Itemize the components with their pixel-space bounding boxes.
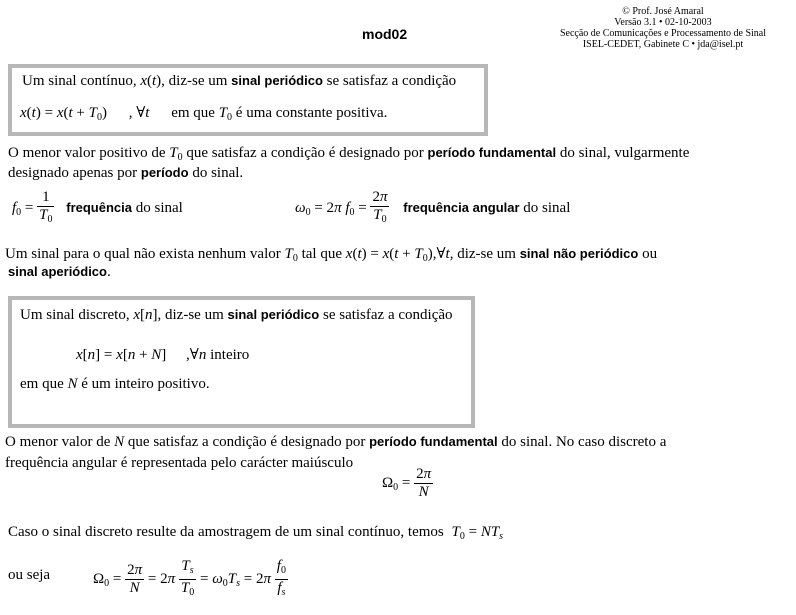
para2-line2: sinal aperiódico.: [8, 264, 111, 280]
sampling-relation-formula: $\Omega_0$ = $\frac{2\pi}{N}$ = 2π $\frac{T_s}{T_0}$ = $\omega_0T_s = 2\pi$ $\frac{f_0}{f_s}$: [93, 558, 286, 598]
para1-line2: designado apenas por período do sinal.: [8, 165, 244, 181]
para4-line1: Caso o sinal discreto resulte da amostragem de um sinal contínuo, temos $T_0 = NT_s$: [8, 524, 504, 542]
discrete-periodic-formula: x[n] = x[n + N]: [76, 347, 167, 363]
para3-line1: O menor valor de N que satisfaz a condição é designado por período fundamental do sinal. No caso discreto a: [5, 434, 667, 450]
para1-line1: O menor valor positivo de $T_0$ que satisfaz a condição é designado por período fundamental do sinal, vulgarmente: [8, 145, 690, 163]
para2-line1: Um sinal para o qual não exista nenhum valor $T_0$ tal que $x(t) = x(t + T_0),\forall t$, diz-se um sinal não periódico ou: [5, 246, 658, 264]
periodic-condition-formula: $x(t) = x(t + T_0)$: [20, 105, 107, 123]
header-author: © Prof. José Amaral: [622, 6, 704, 17]
box2-line1: Um sinal discreto, x[n], diz-se um sinal periódico se satisfaz a condição: [20, 307, 453, 323]
box1-line2: $x(t) = x(t + T_0)$ , ∀t em que $T_0$ é uma constante positiva.: [20, 105, 388, 123]
frequency-definition: $f_0$ = $\frac{1}{T_0}$ frequência do sinal: [12, 189, 183, 225]
para4-oruse: ou seja: [8, 567, 51, 583]
page-title: mod02: [362, 26, 408, 42]
para3-line2: frequência angular é representada pelo carácter maiúsculo: [5, 455, 354, 471]
box1-line1: Um sinal contínuo, x(t), diz-se um sinal periódico se satisfaz a condição: [22, 73, 457, 89]
header-dept: Secção de Comunicações e Processamento de Sinal: [559, 28, 766, 39]
angular-frequency-definition: $\omega_0 = 2\pi$ $f_0$ = $\frac{2\pi}{T_0}$ frequência angular do sinal: [295, 189, 571, 225]
discrete-angular-frequency: $\Omega_0$ = $\frac{2\pi}{N}$: [382, 466, 432, 500]
header-credits: [560, 6, 766, 50]
header-version: Versão 3.1 • 02-10-2003: [614, 17, 712, 28]
header-office: ISEL-CEDET, Gabinete C • jda@isel.pt: [582, 39, 744, 50]
box2-line2: x[n] = x[n + N] ,∀n inteiro: [76, 347, 250, 363]
box2-line3: em que N é um inteiro positivo.: [20, 376, 210, 392]
